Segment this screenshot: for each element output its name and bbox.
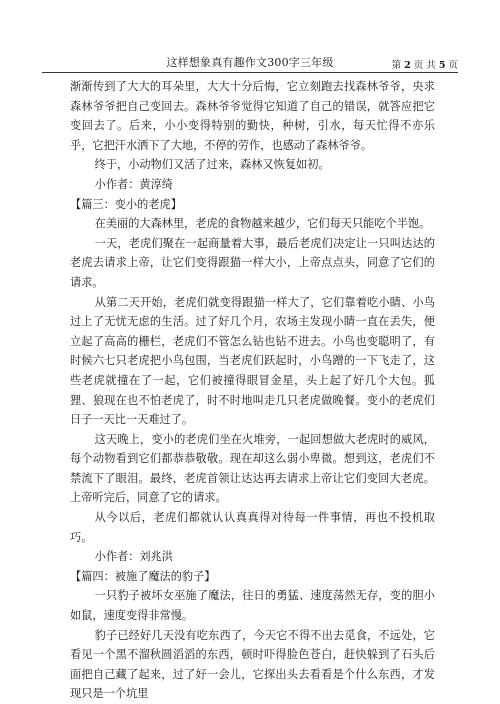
document-title: 这样想象真有趣作文300字三年级 [166,56,334,69]
paragraph-13: 豹子已经好几天没有吃东西了，今天它不得不出去觅食，不远处，它看见一个黑不溜秋圆滔滔的东西，顿时吓得脸色苍白，赶快躲到了石头后面把自己藏了起来，过了好一会儿，它探出头去看看是个什么东西，才发现只是一个坑里 [70,628,435,701]
current-page-number: 2 [404,60,411,71]
page-header [42,52,458,73]
author-line-2: 小作者：刘兆洪 [94,550,173,564]
page-prefix: 第 [391,60,402,71]
total-pages: 5 [438,60,446,71]
paragraph-8: 这天晚上，变小的老虎们坐在火堆旁，一起回想做大老虎时的威风，每个动物看到它们都恭恭敬敬。现在却这么弱小卑微。想到这，老虎们不禁流下了眼泪。最终，老虎首领让达达再去请求上帝让它们变回大老虎。上帝听完后，同意了它的请求。 [70,432,435,505]
author-line-1: 小作者：黄淳绮 [94,177,173,191]
paragraph-12: 一只豹子被坏女巫施了魔法，往日的勇猛、速度荡然无存，变的胆小如鼠，速度变得非常慢。 [70,589,435,623]
section-heading-4: 【篇四：被施了魔法的豹子】 [70,569,216,583]
page-indicator [392,57,458,71]
paragraph-2: 终于，小动物们又活了过来，森林又恢复如初。 [94,158,330,172]
paragraph-7: 从第二天开始，老虎们就变得跟猫一样大了，它们靠着吃小睛、小鸟过上了无忧无虑的生活。过了好几个月，农场主发现小睛一直在丢失，便立起了高高的栅栏，老虎们不管怎么钻也钻不进去。小鸟也变聪明了，有时候六七只老虎把小鸟包围，当老虎们跃起时，小鸟蹭的一下飞走了，这些老虎就撞在了一起，它们被撞得眼冒金星，头上起了好几个大包。狐狸、狼现在也不怕老虎了，时不时地叫走几只老虎做晚餐。变小的老虎们日子一天比一天难过了。 [70,295,435,427]
section-heading-3: 【篇三：变小的老虎】 [70,197,182,211]
page-mid: 页 共 [413,60,436,71]
document-body [70,77,435,704]
paragraph-6: 一天，老虎们聚在一起商量着大事，最后老虎们决定让一只叫达达的老虎去请求上帝，让它们变得跟猫一样大小，上帝点点头，同意了它们的请求。 [70,236,435,289]
page-suffix: 页 [448,60,458,71]
paragraph-5: 在美丽的大森林里，老虎的食物越来越少，它们每天只能吃个半饱。 [94,217,431,231]
paragraph-9: 从今以后，老虎们都就认认真真得对待每一件事情，再也不投机取巧。 [70,511,435,544]
paragraph-1: 渐渐传到了大大的耳朵里，大大十分后悔，它立刻跑去找森林爷爷，央求森林爷爷把自己变回去。森林爷爷觉得它知道了自己的错误，就答应把它变回去了。后来，小小变得特别的勤快，种树，引水，每天忙得不亦乐乎，它把汗水洒下了大地，不停的劳作，也感动了森林爷爷。 [70,80,435,152]
